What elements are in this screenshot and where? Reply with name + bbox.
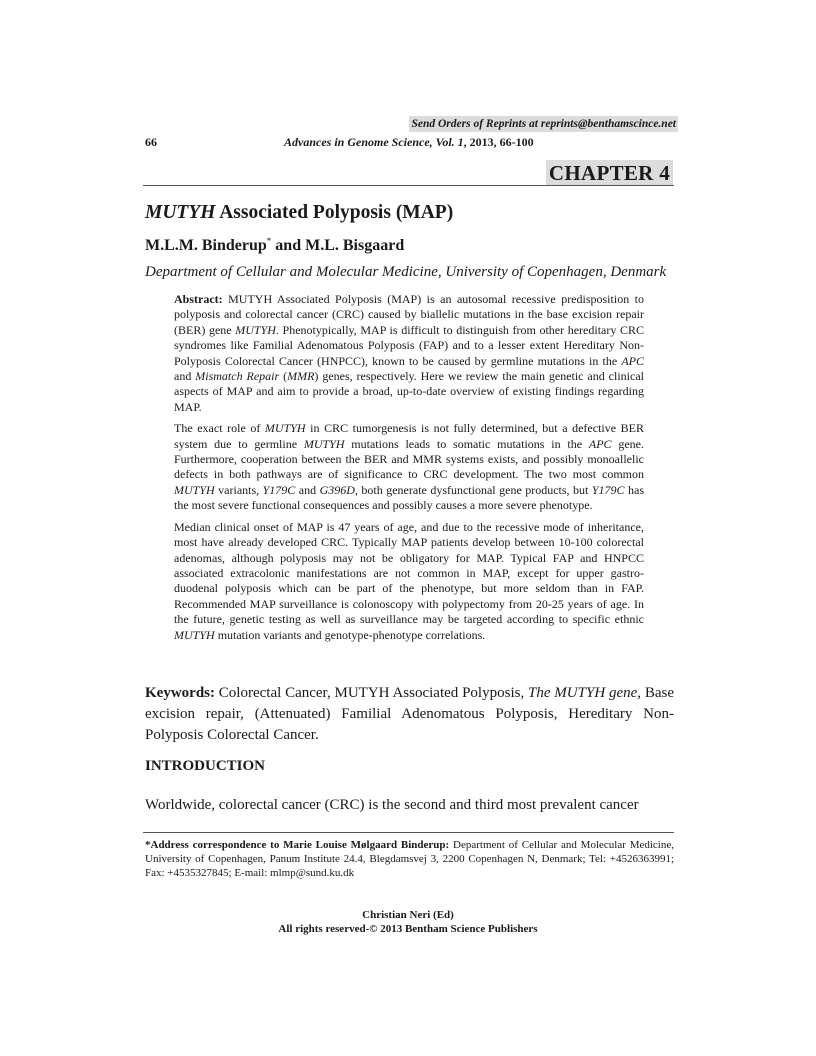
abstract-paragraph-3 bbox=[174, 520, 644, 643]
reprint-note: Send Orders of Reprints at reprints@benthamscince.net bbox=[411, 118, 676, 130]
author-1-mark: * bbox=[266, 236, 272, 246]
abstract-text: mutation variants and genotype-phenotype correlations. bbox=[214, 627, 486, 642]
abstract-text: ( bbox=[279, 369, 288, 384]
keywords-label: Keywords: bbox=[145, 685, 215, 701]
abstract-label: Abstract: bbox=[174, 292, 223, 306]
chapter-label: CHAPTER 4 bbox=[546, 160, 673, 186]
article-title bbox=[145, 201, 453, 225]
abstract-gene: Mismatch Repair bbox=[195, 369, 280, 384]
author-join: and M.L. Bisgaard bbox=[271, 237, 405, 254]
journal-citation bbox=[284, 135, 534, 149]
correspondence-footnote bbox=[145, 838, 674, 880]
affiliation: Department of Cellular and Molecular Medicine, University of Copenhagen, Denmark bbox=[145, 264, 667, 280]
header-divider bbox=[143, 185, 674, 186]
abstract-text: . Phenotypically, MAP is difficult to distinguish from other hereditary CRC syndromes like Familial Adenomatous Polyposis (FAP) and to a lesser extent Hereditary Non-Polyposis Colorectal Cancer (HNPCC), known to be caused by germline mutations in the bbox=[174, 322, 645, 368]
journal-name: Advances in Genome Science, Vol. 1 bbox=[284, 135, 464, 149]
abstract-gene: MMR bbox=[287, 369, 315, 384]
footnote-text: Department of Cellular and Molecular Medicine, University of Copenhagen, Panum Institute 24.4, Blegdamsvej 3, 2200 Copenhagen N, Denmark; Tel: +4526363991; Fax: +4535327845; E-mail: mlmp@sund.ku.dk bbox=[145, 839, 674, 879]
authors bbox=[145, 231, 404, 256]
abstract-text: and bbox=[295, 482, 320, 497]
footnote-label: *Address correspondence to Marie Louise Mølgaard Binderup: bbox=[145, 839, 450, 851]
abstract-paragraph-1 bbox=[174, 292, 644, 415]
introduction-first-line: Worldwide, colorectal cancer (CRC) is the second and third most prevalent cancer bbox=[145, 797, 639, 813]
title-gene: MUTYH bbox=[145, 202, 216, 223]
abstract-text: has the most severe functional consequences and possibly causes a more severe phenotype. bbox=[174, 482, 644, 513]
abstract-gene: APC bbox=[621, 353, 644, 368]
abstract-gene: MUTYH bbox=[174, 627, 215, 642]
abstract-text: gene. Furthermore, cooperation between the BER and MMR systems exists, and possibly monoallelic defects in both pathways are of significance to CRC development. The two most common bbox=[174, 436, 644, 482]
keywords-text: , Base excision repair, (Attenuated) Familial Adenomatous Polyposis, Hereditary Non-Polyposis Colorectal Cancer. bbox=[145, 685, 674, 743]
abstract-text: Median clinical onset of MAP is 47 years of age, and due to the recessive mode of inheritance, most have already developed CRC. Typically MAP patients develop between 10-100 colorectal adenomas, although polyposis may not be obligatory for MAP. Typical FAP and HNPCC associated extracolonic manifestations are not common in MAP, except for upper gastro-duodenal polyposis which can be part of the phenotype, but more seldom than in FAP. Recommended MAP surveillance is colonoscopy with polypectomy from 20-25 years of age. In the future, genetic testing as well as surveillance may be targeted according to specific ethnic bbox=[174, 519, 644, 627]
keywords bbox=[145, 683, 674, 746]
abstract-paragraph-2 bbox=[174, 421, 644, 513]
title-rest: Associated Polyposis (MAP) bbox=[215, 202, 454, 223]
abstract-gene: APC bbox=[588, 436, 612, 451]
abstract-variant: G396D bbox=[319, 482, 355, 497]
footnote-divider bbox=[143, 832, 674, 833]
abstract-variant: Y179C bbox=[591, 482, 625, 497]
abstract-text: in CRC tumorgenesis is not fully determined, but a defective BER system due to germline bbox=[174, 421, 644, 451]
footer-rights: All rights reserved-© 2013 Bentham Science Publishers bbox=[278, 923, 538, 935]
abstract-text: variants, bbox=[214, 482, 263, 497]
keywords-text: Colorectal Cancer, MUTYH Associated Polyposis, bbox=[215, 685, 528, 701]
abstract-gene: MUTYH bbox=[174, 482, 215, 497]
abstract-gene: MUTYH bbox=[264, 421, 306, 436]
abstract-text: The exact role of bbox=[174, 421, 265, 436]
abstract-variant: Y179C bbox=[262, 482, 296, 497]
abstract-text: , both generate dysfunctional gene products, but bbox=[354, 482, 592, 497]
abstract-text: ) genes, respectively. Here we review the main genetic and clinical aspects of MAP and aim to provide a broad, up-to-date overview of existing findings regarding MAP. bbox=[174, 369, 644, 414]
abstract-text: MUTYH Associated Polyposis (MAP) is an autosomal recessive predisposition to polyposis and colorectal cancer (CRC) caused by biallelic mutations in the base excision repair (BER) gene bbox=[174, 292, 644, 337]
footer-editor: Christian Neri (Ed) bbox=[362, 909, 454, 921]
abstract-gene: MUTYH bbox=[235, 322, 276, 337]
abstract-gene: MUTYH bbox=[303, 436, 345, 451]
page-number: 66 bbox=[145, 135, 157, 149]
abstract bbox=[174, 292, 644, 649]
journal-year-pages: , 2013, 66-100 bbox=[463, 135, 534, 149]
abstract-text: and bbox=[174, 369, 196, 384]
keywords-italic: The MUTYH gene bbox=[528, 685, 638, 701]
abstract-text: mutations leads to somatic mutations in the bbox=[344, 436, 589, 451]
author-1: M.L.M. Binderup bbox=[145, 237, 267, 254]
section-heading-introduction: INTRODUCTION bbox=[145, 758, 266, 774]
